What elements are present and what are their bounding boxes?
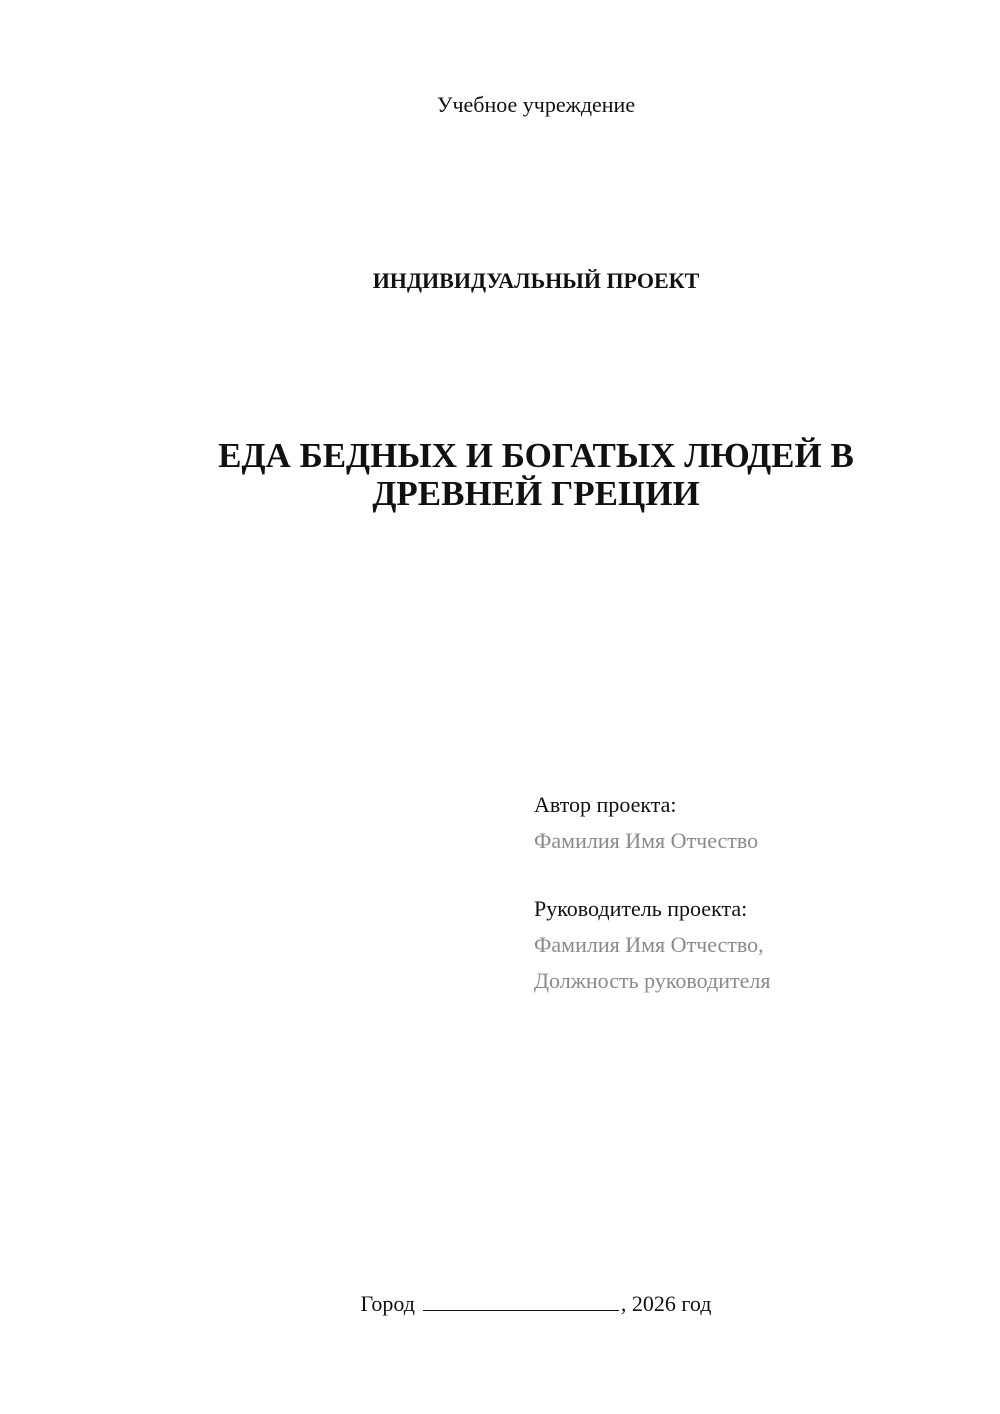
supervisor-name: Фамилия Имя Отчество, xyxy=(534,932,764,957)
supervisor-position: Должность руководителя xyxy=(534,968,771,993)
year-text: , 2026 год xyxy=(620,1291,712,1316)
city-label: Город xyxy=(360,1291,415,1316)
project-title-line-2: ДРЕВНЕЙ ГРЕЦИИ xyxy=(372,474,700,513)
city-year-line xyxy=(0,1289,1000,1319)
credits-block xyxy=(534,787,954,999)
project-type-heading: ИНДИВИДУАЛЬНЫЙ ПРОЕКТ xyxy=(372,268,700,293)
institution-name: Учебное учреждение xyxy=(436,92,636,117)
author-label: Автор проекта: xyxy=(534,792,677,817)
credits-spacer xyxy=(534,859,954,891)
project-title-line-1: ЕДА БЕДНЫХ И БОГАТЫХ ЛЮДЕЙ В xyxy=(218,436,854,475)
city-blank-underline xyxy=(423,1290,619,1311)
supervisor-label: Руководитель проекта: xyxy=(534,896,748,921)
project-title xyxy=(0,437,1000,513)
author-name: Фамилия Имя Отчество xyxy=(534,828,759,853)
